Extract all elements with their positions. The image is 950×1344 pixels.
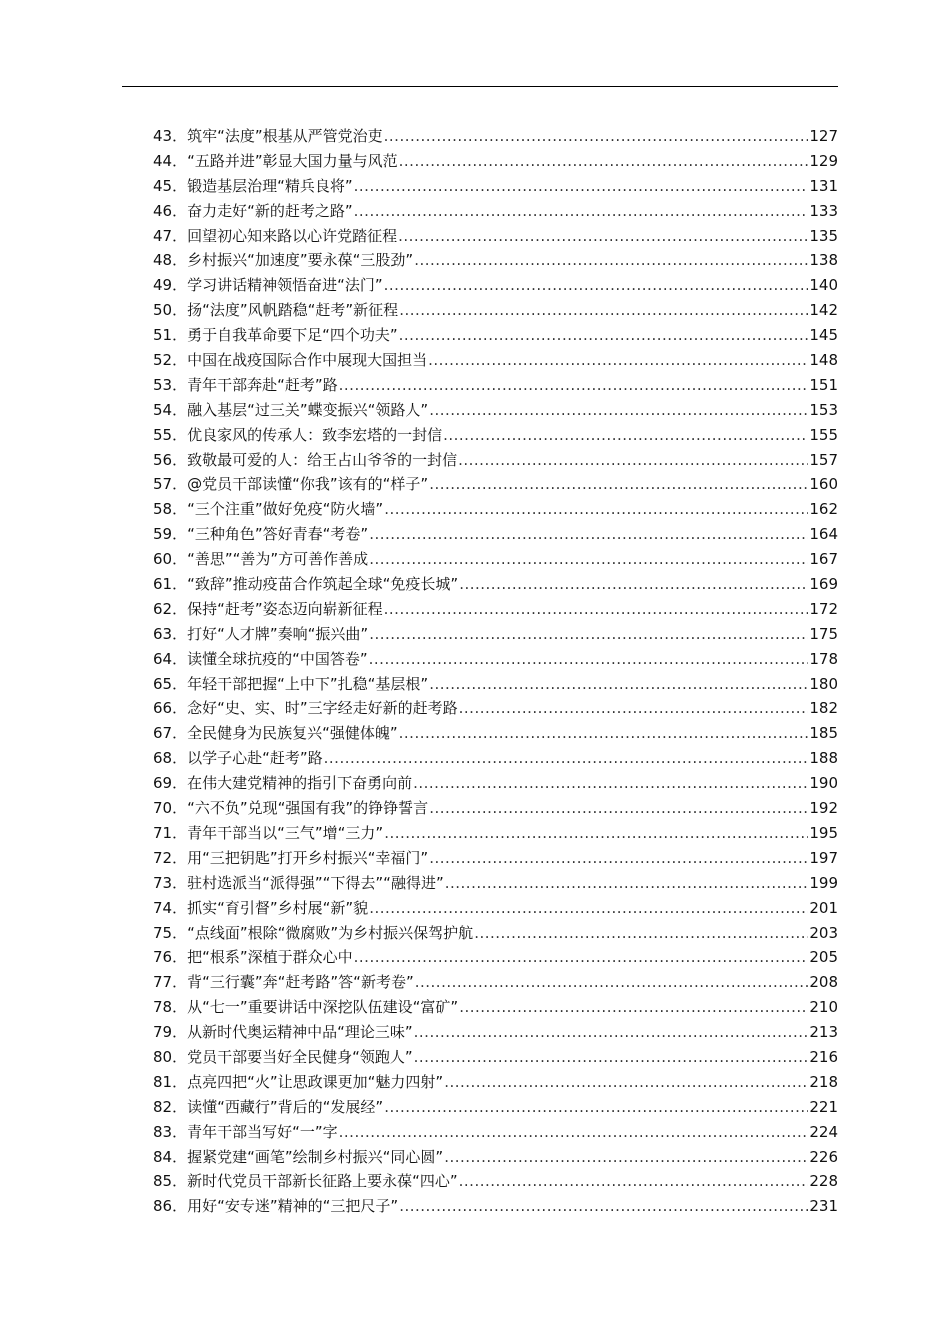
toc-entry[interactable] (153, 248, 838, 273)
toc-entry-title: 年轻干部把握“上中下”扎稳“基层根” (187, 674, 429, 693)
toc-entry-number: 55． (153, 425, 188, 444)
toc-entry-page: 131 (809, 176, 838, 195)
toc-entry[interactable] (153, 696, 838, 721)
toc-entry-page: 169 (809, 575, 838, 594)
toc-entry-page: 205 (809, 948, 838, 967)
toc-entry-number: 47． (153, 226, 188, 245)
toc-entry-number: 71． (153, 823, 188, 842)
toc-entry-title: “致辞”推动疫苗合作筑起全球“免疫长城” (187, 575, 459, 594)
toc-entry[interactable] (153, 448, 838, 473)
toc-entry[interactable] (153, 348, 838, 373)
toc-dot-leader (414, 1020, 809, 1045)
toc-entry-number: 81． (153, 1072, 188, 1091)
toc-entry-title: “点线面”根除“微腐败”为乡村振兴保驾护航 (187, 923, 474, 942)
toc-entry-number: 76． (153, 948, 188, 967)
toc-entry[interactable] (153, 547, 838, 572)
toc-entry-number: 62． (153, 599, 188, 618)
toc-entry-number: 73． (153, 873, 188, 892)
toc-entry-page: 224 (809, 1122, 838, 1141)
toc-entry[interactable] (153, 273, 838, 298)
toc-entry-page: 180 (809, 674, 838, 693)
toc-dot-leader (414, 1045, 809, 1070)
toc-entry-number: 59． (153, 525, 188, 544)
toc-entry-number: 54． (153, 400, 188, 419)
toc-dot-leader (339, 373, 809, 398)
toc-dot-leader (443, 423, 808, 448)
toc-entry-title: 保持“赶考”姿态迈向崭新征程 (187, 599, 383, 618)
toc-entry-page: 226 (809, 1147, 838, 1166)
toc-entry-page: 208 (809, 973, 838, 992)
toc-entry-title: 回望初心知来路以心许党踏征程 (187, 226, 398, 245)
toc-entry-number: 61． (153, 575, 188, 594)
toc-entry-title: 党员干部要当好全民健身“领跑人” (187, 1047, 413, 1066)
toc-entry-page: 138 (809, 251, 838, 270)
toc-entry[interactable] (153, 1095, 838, 1120)
toc-entry-number: 51． (153, 326, 188, 345)
toc-dot-leader (384, 597, 809, 622)
toc-entry-title: 青年干部奔赴“赶考”路 (187, 375, 338, 394)
toc-entry-page: 160 (809, 475, 838, 494)
toc-entry[interactable] (153, 622, 838, 647)
toc-entry-page: 221 (809, 1097, 838, 1116)
toc-entry-page: 145 (809, 326, 838, 345)
toc-entry-title: 致敬最可爱的人：给王占山爷爷的一封信 (187, 450, 458, 469)
toc-dot-leader (429, 472, 808, 497)
toc-entry-title: 打好“人才牌”奏响“振兴曲” (187, 624, 369, 643)
toc-dot-leader (414, 248, 808, 273)
toc-entry[interactable] (153, 124, 838, 149)
toc-entry[interactable] (153, 746, 838, 771)
toc-entry-title: 从新时代奥运精神中品“理论三味” (187, 1023, 413, 1042)
toc-entry-number: 75． (153, 923, 188, 942)
toc-entry[interactable] (153, 497, 838, 522)
toc-entry-title: 青年干部当以“三气”增“三力” (187, 823, 384, 842)
toc-dot-leader (429, 846, 808, 871)
toc-dot-leader (354, 174, 809, 199)
toc-entry-number: 79． (153, 1023, 188, 1042)
toc-entry[interactable] (153, 945, 838, 970)
toc-entry-number: 60． (153, 550, 188, 569)
toc-entry-number: 77． (153, 973, 188, 992)
toc-entry[interactable] (153, 398, 838, 423)
toc-entry-title: 新时代党员干部新长征路上要永葆“四心” (187, 1172, 458, 1191)
toc-entry-page: 127 (809, 127, 838, 145)
toc-entry-title: 融入基层“过三关”蝶变振兴“领路人” (187, 400, 429, 419)
toc-entry-number: 68． (153, 749, 188, 768)
toc-dot-leader (399, 323, 809, 348)
toc-entry[interactable] (153, 821, 838, 846)
toc-entry[interactable] (153, 572, 838, 597)
toc-entry-title: 扬“法度”风帆踏稳“赶考”新征程 (187, 301, 399, 320)
toc-entry[interactable] (153, 597, 838, 622)
toc-dot-leader (398, 224, 808, 249)
toc-entry[interactable] (153, 1020, 838, 1045)
toc-dot-leader (354, 945, 809, 970)
toc-entry[interactable] (153, 1145, 838, 1170)
toc-entry-number: 80． (153, 1047, 188, 1066)
toc-entry-number: 84． (153, 1147, 188, 1166)
toc-entry-number: 83． (153, 1122, 188, 1141)
toc-entry-page: 218 (809, 1072, 838, 1091)
toc-entry-page: 135 (809, 226, 838, 245)
toc-dot-leader (369, 522, 808, 547)
toc-entry-number: 56． (153, 450, 188, 469)
toc-entry-number: 86． (153, 1197, 188, 1216)
toc-entry-title: 奋力走好“新的赶考之路” (187, 201, 353, 220)
toc-entry-page: 199 (809, 873, 838, 892)
toc-entry-page: 142 (809, 301, 838, 320)
toc-dot-leader (429, 796, 808, 821)
toc-entry-title: 读懂全球抗疫的“中国答卷” (187, 649, 368, 668)
toc-entry-title: 点亮四把“火”让思政课更加“魅力四射” (187, 1072, 444, 1091)
toc-entry-page: 195 (809, 823, 838, 842)
toc-dot-leader (444, 1145, 808, 1170)
toc-entry-title: 在伟大建党精神的指引下奋勇向前 (187, 774, 413, 793)
toc-entry[interactable] (153, 1120, 838, 1145)
toc-dot-leader (445, 871, 809, 896)
toc-entry[interactable] (153, 871, 838, 896)
toc-entry-page: 157 (809, 450, 838, 469)
toc-dot-leader (324, 746, 809, 771)
toc-entry-page: 213 (809, 1023, 838, 1042)
toc-entry-title: @党员干部读懂“你我”该有的“样子” (187, 475, 429, 494)
toc-entry[interactable] (153, 323, 838, 348)
toc-entry-number: 67． (153, 724, 188, 743)
toc-entry[interactable] (153, 796, 838, 821)
toc-entry[interactable] (153, 522, 838, 547)
toc-entry-number: 85． (153, 1172, 188, 1191)
toc-entry-page: 192 (809, 799, 838, 818)
toc-dot-leader (369, 896, 808, 921)
toc-dot-leader (384, 497, 808, 522)
toc-entry[interactable] (153, 472, 838, 497)
toc-entry-title: 用“三把钥匙”打开乡村振兴“幸福门” (187, 848, 429, 867)
toc-entry-number: 52． (153, 351, 188, 370)
toc-dot-leader (428, 348, 808, 373)
toc-dot-leader (429, 398, 808, 423)
toc-entry-page: 201 (809, 898, 838, 917)
toc-entry-title: “五路并进”彰显大国力量与风范 (187, 151, 398, 170)
toc-entry[interactable] (153, 1169, 838, 1194)
toc-entry-number: 70． (153, 799, 188, 818)
toc-entry[interactable] (153, 373, 838, 398)
table-of-contents (153, 124, 838, 1219)
toc-entry[interactable] (153, 1194, 838, 1219)
toc-entry[interactable] (153, 1070, 838, 1095)
toc-entry-number: 74． (153, 898, 188, 917)
toc-entry[interactable] (153, 423, 838, 448)
toc-entry[interactable] (153, 298, 838, 323)
toc-entry-title: 锻造基层治理“精兵良将” (187, 176, 353, 195)
toc-entry-page: 164 (809, 525, 838, 544)
toc-dot-leader (459, 696, 809, 721)
toc-entry[interactable] (153, 149, 838, 174)
toc-entry-number: 57． (153, 475, 188, 494)
header-rule (122, 86, 838, 87)
toc-entry-page: 140 (809, 276, 838, 295)
toc-dot-leader (459, 995, 808, 1020)
toc-entry-title: 勇于自我革命要下足“四个功夫” (187, 326, 398, 345)
toc-entry-title: 中国在战疫国际合作中展现大国担当 (187, 351, 428, 370)
toc-entry-number: 48． (153, 251, 188, 270)
toc-entry-title: 握紧党建“画笔”绘制乡村振兴“同心圆” (187, 1147, 444, 1166)
toc-dot-leader (399, 721, 809, 746)
toc-entry-title: 青年干部当写好“一”字 (187, 1122, 338, 1141)
toc-dot-leader (458, 448, 808, 473)
toc-dot-leader (444, 1070, 808, 1095)
toc-dot-leader (399, 149, 809, 174)
toc-entry-number: 46． (153, 201, 188, 220)
toc-entry-page: 178 (809, 649, 838, 668)
toc-entry-page: 175 (809, 624, 838, 643)
toc-dot-leader (413, 771, 808, 796)
toc-dot-leader (339, 1120, 809, 1145)
toc-dot-leader (384, 1095, 808, 1120)
toc-entry-title: 读懂“西藏行”背后的“发展经” (187, 1097, 384, 1116)
toc-dot-leader (459, 1169, 809, 1194)
toc-entry[interactable] (153, 1045, 838, 1070)
toc-entry-title: 抓实“育引督”乡村展“新”貌 (187, 898, 369, 917)
toc-entry-title: 把“根系”深植于群众心中 (187, 948, 353, 967)
toc-dot-leader (399, 298, 808, 323)
toc-entry-number: 65． (153, 674, 188, 693)
toc-entry-number: 69． (153, 774, 188, 793)
toc-entry-title: 优良家风的传承人：致李宏塔的一封信 (187, 425, 443, 444)
toc-entry-page: 162 (809, 500, 838, 519)
toc-entry[interactable] (153, 721, 838, 746)
toc-entry-number: 53． (153, 375, 188, 394)
toc-entry-title: “三种角色”答好青春“考卷” (187, 525, 369, 544)
toc-entry-title: 用好“安专迷”精神的“三把尺子” (187, 1197, 399, 1216)
toc-dot-leader (384, 273, 809, 298)
toc-entry-title: 全民健身为民族复兴“强健体魄” (187, 724, 398, 743)
toc-entry-page: 133 (809, 201, 838, 220)
toc-entry-page: 182 (809, 699, 838, 718)
toc-entry-page: 197 (809, 848, 838, 867)
toc-entry-page: 203 (809, 923, 838, 942)
toc-entry-page: 153 (809, 400, 838, 419)
toc-entry[interactable] (153, 970, 838, 995)
toc-entry-number: 82． (153, 1097, 188, 1116)
toc-dot-leader (369, 547, 808, 572)
toc-entry-title: 筑牢“法度”根基从严管党治吏 (187, 127, 383, 145)
toc-dot-leader (415, 970, 809, 995)
toc-entry-title: 以学子心赴“赶考”路 (187, 749, 323, 768)
toc-entry-page: 185 (809, 724, 838, 743)
toc-dot-leader (474, 921, 808, 946)
toc-entry-page: 129 (809, 151, 838, 170)
toc-entry[interactable] (153, 174, 838, 199)
toc-entry[interactable] (153, 896, 838, 921)
toc-entry-number: 49． (153, 276, 188, 295)
toc-entry-title: 学习讲话精神领悟奋进“法门” (187, 276, 383, 295)
toc-entry-title: “六不负”兑现“强国有我”的铮铮誓言 (187, 799, 429, 818)
toc-entry-number: 45． (153, 176, 188, 195)
toc-dot-leader (429, 672, 808, 697)
toc-entry-page: 151 (809, 375, 838, 394)
toc-entry-number: 50． (153, 301, 188, 320)
toc-entry-page: 228 (809, 1172, 838, 1191)
toc-entry-number: 64． (153, 649, 188, 668)
toc-entry-number: 78． (153, 998, 188, 1017)
toc-entry-page: 188 (809, 749, 838, 768)
toc-entry-page: 148 (809, 351, 838, 370)
toc-entry-page: 167 (809, 550, 838, 569)
toc-entry-page: 190 (809, 774, 838, 793)
toc-dot-leader (369, 622, 808, 647)
toc-entry-page: 172 (809, 599, 838, 618)
toc-dot-leader (354, 199, 809, 224)
toc-dot-leader (399, 1194, 808, 1219)
toc-entry-title: 念好“史、实、时”三字经走好新的赶考路 (187, 699, 458, 718)
toc-entry-number: 43． (153, 127, 188, 145)
toc-dot-leader (459, 572, 808, 597)
toc-entry-number: 63． (153, 624, 188, 643)
toc-entry-page: 231 (809, 1197, 838, 1216)
toc-entry[interactable] (153, 672, 838, 697)
toc-dot-leader (384, 821, 808, 846)
toc-dot-leader (384, 124, 809, 149)
toc-entry-title: “三个注重”做好免疫“防火墙” (187, 500, 384, 519)
toc-entry-page: 216 (809, 1047, 838, 1066)
toc-entry-page: 155 (809, 425, 838, 444)
toc-entry-title: 背“三行囊”奔“赶考路”答“新考卷” (187, 973, 414, 992)
toc-entry[interactable] (153, 771, 838, 796)
toc-entry[interactable] (153, 224, 838, 249)
toc-dot-leader (369, 647, 809, 672)
toc-entry-page: 210 (809, 998, 838, 1017)
toc-entry-number: 72． (153, 848, 188, 867)
toc-entry-number: 66． (153, 699, 188, 718)
toc-entry-number: 58． (153, 500, 188, 519)
toc-entry[interactable] (153, 846, 838, 871)
toc-entry-title: 乡村振兴“加速度”要永葆“三股劲” (187, 251, 414, 270)
toc-entry-title: 驻村选派当“派得强”“下得去”“融得进” (187, 873, 444, 892)
toc-entry[interactable] (153, 995, 838, 1020)
toc-entry-title: 从“七一”重要讲话中深挖队伍建设“富矿” (187, 998, 459, 1017)
toc-entry[interactable] (153, 199, 838, 224)
toc-entry[interactable] (153, 921, 838, 946)
toc-entry-number: 44． (153, 151, 188, 170)
toc-entry[interactable] (153, 647, 838, 672)
toc-entry-title: “善思”“善为”方可善作善成 (187, 550, 369, 569)
